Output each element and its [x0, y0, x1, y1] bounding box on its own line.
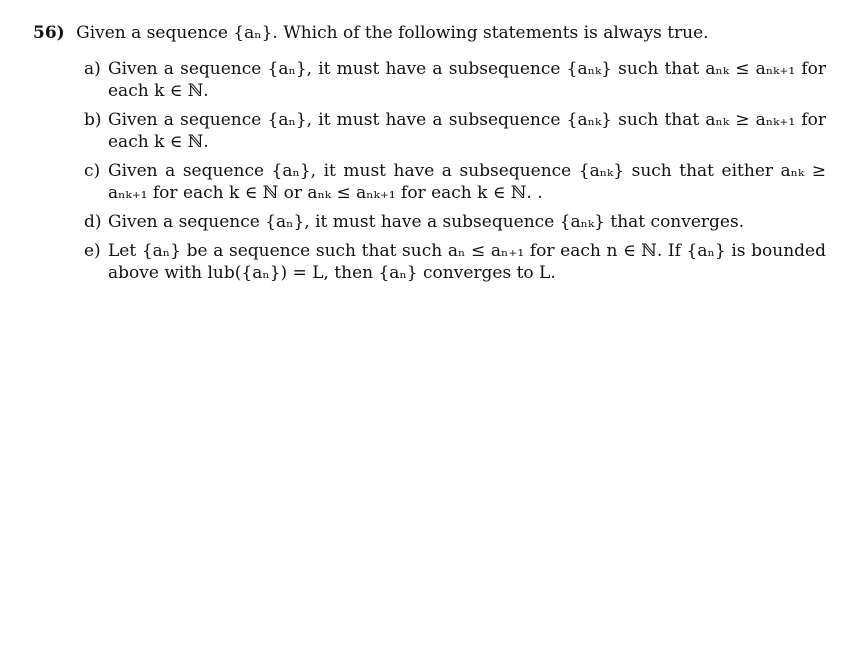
- option-text: Given a sequence {aₙ}, it must have a subsequence {aₙₖ} that converges.: [108, 212, 745, 232]
- question-stem: [33, 22, 833, 44]
- option-e: [84, 240, 826, 284]
- option-a: [84, 58, 826, 102]
- option-text: Given a sequence {aₙ}, it must have a subsequence {aₙₖ} such that aₙₖ ≥ aₙₖ₊₁ for each k ∈ ℕ.: [108, 110, 826, 152]
- option-c: [84, 160, 826, 204]
- question-text: Given a sequence {aₙ}. Which of the following statements is always true.: [76, 23, 709, 43]
- option-label: a): [84, 59, 101, 79]
- option-d: [84, 211, 826, 233]
- option-label: b): [84, 110, 102, 130]
- question-number: 56): [33, 23, 65, 43]
- option-label: e): [84, 241, 101, 261]
- option-text: Given a sequence {aₙ}, it must have a subsequence {aₙₖ} such that aₙₖ ≤ aₙₖ₊₁ for each k ∈ ℕ.: [108, 59, 826, 101]
- option-text: Let {aₙ} be a sequence such that such aₙ ≤ aₙ₊₁ for each n ∈ ℕ. If {aₙ} is bounded above with lub({aₙ}) = L, then {aₙ} converges to L.: [108, 241, 826, 283]
- option-label: c): [84, 161, 101, 181]
- option-label: d): [84, 212, 102, 232]
- answer-options: [84, 58, 826, 291]
- option-b: [84, 109, 826, 153]
- option-text: Given a sequence {aₙ}, it must have a subsequence {aₙₖ} such that either aₙₖ ≥ aₙₖ₊₁ for each k ∈ ℕ or aₙₖ ≤ aₙₖ₊₁ for each k ∈ ℕ. .: [108, 161, 826, 203]
